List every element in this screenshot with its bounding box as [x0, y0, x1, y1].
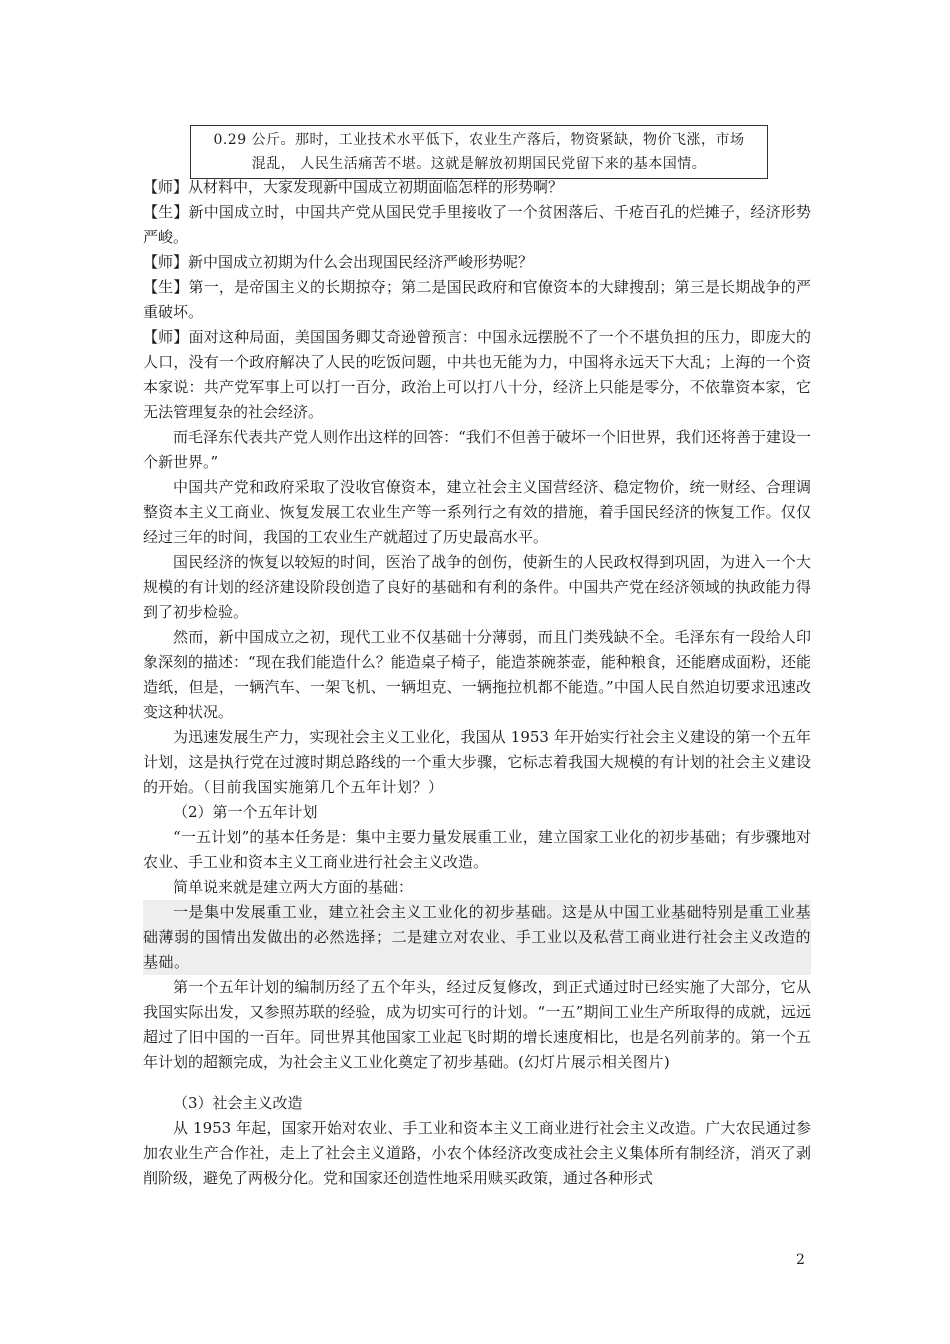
section-heading-2: （2）第一个五年计划: [173, 803, 318, 821]
box-line-2: 混乱， 人民生活痛苦不堪。这就是解放初期国民党留下来的基本国情。: [251, 156, 707, 172]
page-number: 2: [796, 1252, 805, 1268]
paragraph-recovery: 国民经济的恢复以较短的时间，医治了战争的创伤，使新生的人民政权得到巩固，为进入一个大规模的有计划的经济建设阶段创造了良好的基础和有利的条件。中国共产党在经济领域的执政能力得到了初步检验。: [143, 553, 811, 621]
paragraph-teacher-2: 【师】新中国成立初期为什么会出现国民经济严峻形势呢？: [143, 253, 534, 271]
paragraph-shaded-foundations: 一是集中发展重工业，建立社会主义工业化的初步基础。这是从中国工业基础特别是重工业基础薄弱的国情出发做出的必然选择；二是建立对农业、手工业以及私营工商业进行社会主义改造的基础。: [143, 900, 811, 975]
paragraph-plan-achievement: [143, 975, 811, 1075]
paragraph-mao-reply: 而毛泽东代表共产党人则作出这样的回答：“我们不但善于破坏一个旧世界，我们还将善于建设一个新世界。”: [143, 428, 811, 471]
paragraph-industry-weak: 然而，新中国成立之初，现代工业不仅基础十分薄弱，而且门类残缺不全。毛泽东有一段给人印象深刻的描述：“现在我们能造什么？能造桌子椅子，能造茶碗茶壶，能种粮食，还能磨成面粉，还能造纸，但是，一辆汽车、一架飞机、一辆坦克、一辆拖拉机都不能造。”中国人民自然迫切要求迅速改变这种状况。: [143, 628, 811, 721]
paragraph-teacher-3: 【师】面对这种局面，美国国务卿艾奇逊曾预言：中国永远摆脱不了一个不堪负担的压力，即庞大的人口，没有一个政府解决了人民的吃饭问题，中共也无能为力，中国将永远天下大乱；上海的一个资本家说：共产党军事上可以打一百分，政治上可以打八十分，经济上只能是零分，不依靠资本家，它无法管理复杂的社会经济。: [143, 328, 811, 421]
paragraph-student-1: 【生】新中国成立时，中国共产党从国民党手里接收了一个贫困落后、千疮百孔的烂摊子，经济形势严峻。: [143, 203, 811, 246]
paragraph-basic-task: “一五计划”的基本任务是：集中主要力量发展重工业，建立国家工业化的初步基础；有步骤地对农业、手工业和资本主义工商业进行社会主义改造。: [143, 828, 811, 871]
five-year-plan-text: 为迅速发展生产力，实现社会主义工业化，我国从 1953 年开始实行社会主义建设的第一个五年计划，这是执行党在过渡时期总路线的一个重大步骤，它标志着我国大规模的有计划的社会主义建设的开始。: [143, 728, 811, 796]
document-body: [143, 175, 811, 1191]
box-line-1: 0.29 公斤。那时，工业技术水平低下，农业生产落后，物资紧缺，物价飞涨，市场: [213, 132, 745, 148]
plan-achievement-text: 第一个五年计划的编制历经了五个年头，经过反复修改，到正式通过时已经实施了大部分，它从我国实际出发，又参照苏联的经验，成为切实可行的计划。“一五”期间工业生产所取得的成就，远远超过了旧中国的一百年。同世界其他国家工业起飞时期的增长速度相比，也是名列前茅的。第一个五年计划的超额完成，为社会主义工业化奠定了初步基础。: [143, 978, 811, 1071]
paragraph-teacher-1: 【师】从材料中，大家发现新中国成立初期面临怎样的形势啊？: [143, 178, 564, 196]
spacer: [143, 1075, 811, 1091]
slide-note: (幻灯片展示相关图片): [518, 1053, 671, 1071]
paragraph-student-2: 【生】第一，是帝国主义的长期掠夺；第二是国民政府和官僚资本的大肆搜刮；第三是长期战争的严重破坏。: [143, 278, 811, 321]
paragraph-socialist-transformation: 从 1953 年起，国家开始对农业、手工业和资本主义工商业进行社会主义改造。广大农民通过参加农业生产合作社，走上了社会主义道路，小农个体经济改变成社会主义集体所有制经济，消灭了剥削阶级，避免了两极分化。党和国家还创造性地采用赎买政策，通过各种形式: [143, 1119, 811, 1187]
five-year-plan-question: （目前我国实施第几个五年计划？）: [203, 778, 444, 796]
section-heading-3: （3）社会主义改造: [173, 1094, 303, 1112]
paragraph-two-foundations: 简单说来就是建立两大方面的基础：: [173, 878, 414, 896]
paragraph-measures: 中国共产党和政府采取了没收官僚资本，建立社会主义国营经济、稳定物价，统一财经、合理调整资本主义工商业、恢复发展工农业生产等一系列行之有效的措施，着手国民经济的恢复工作。仅仅经过三年的时间，我国的工农业生产就超过了历史最高水平。: [143, 478, 811, 546]
quoted-material-box: [190, 125, 768, 179]
paragraph-five-year-plan: [143, 725, 811, 800]
